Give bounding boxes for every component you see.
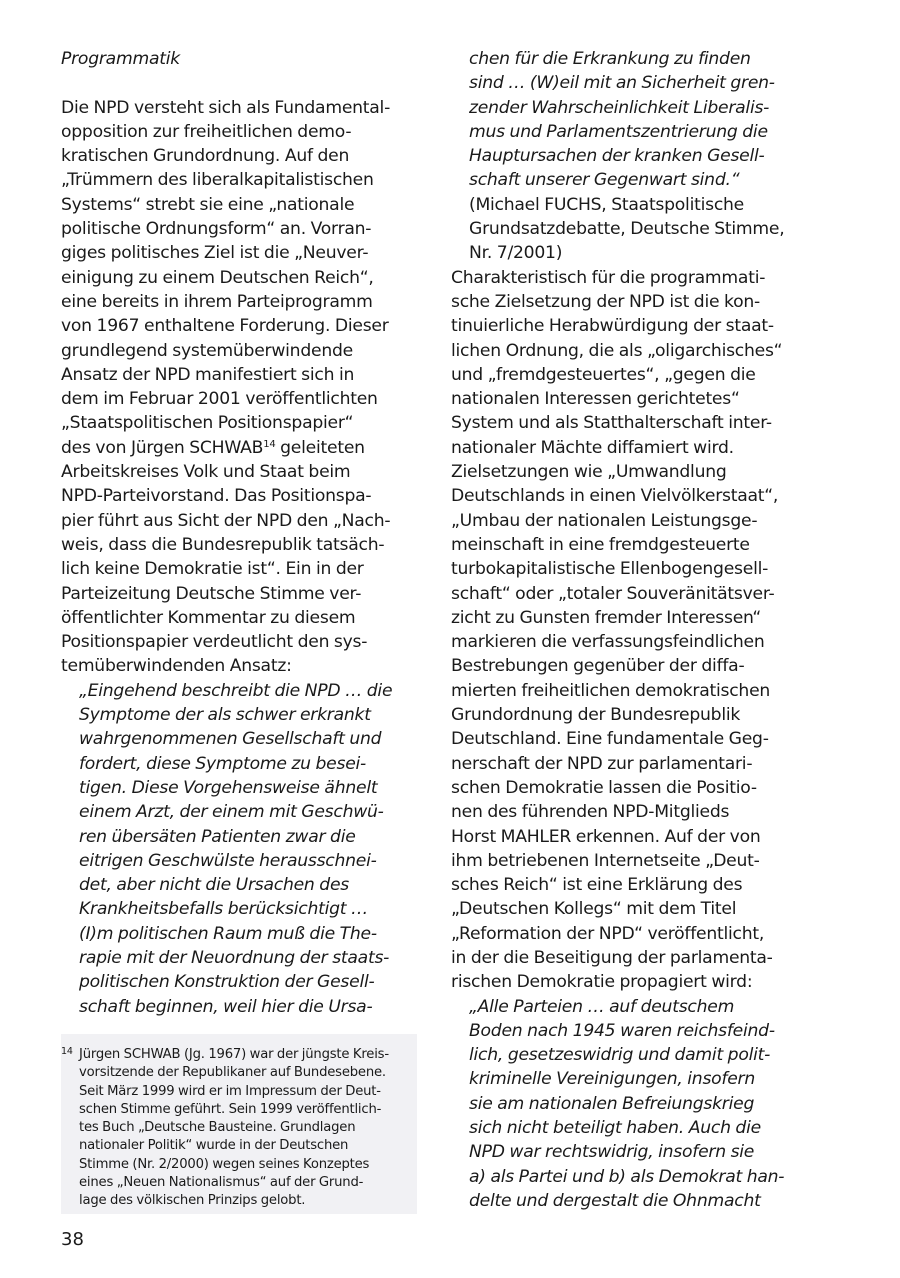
quote-line: chen für die Erkrankung zu finden [469,49,751,69]
text-line: kratischen Grundordnung. Auf den [61,146,350,167]
text-line: dem im Februar 2001 veröffentlichten [61,389,378,410]
text-line: markieren die verfassungsfeindlichen [451,632,765,653]
text-line: Systems“ strebt sie eine „nationale [61,194,355,215]
quote-line: „Eingehend beschreibt die NPD … die [79,680,393,701]
text-line: sche Zielsetzung der NPD ist die kon- [451,291,760,312]
text-line: Grundordnung der Bundesrepublik [451,705,741,726]
footnote-line: vorsitzende der Republikaner auf Bundesebene. [79,1065,386,1081]
quote-line: wahrgenommenen Gesellschaft und [79,729,382,750]
text-line: Die NPD versteht sich als Fundamental- [61,97,391,118]
block-quote-2 [451,995,833,1214]
footnote-reference: 14 [263,438,276,450]
left-column [61,47,421,1019]
citation-line: Nr. 7/2001) [469,243,563,264]
text-line: pier führt aus Sicht der NPD den „Nach- [61,510,391,531]
footnote-line: Seit März 1999 wird er im Impressum der Deut- [79,1083,381,1099]
text-line: einigung zu einem Deutschen Reich“, [61,267,374,288]
page-number: 38 [61,1229,84,1250]
text-line: eine bereits in ihrem Parteiprogramm [61,291,373,312]
quote-line: kriminelle Vereinigungen, insofern [469,1069,756,1090]
text-line: Ansatz der NPD manifestiert sich in [61,364,355,385]
text-line: „Staatspolitischen Positionspapier“ [61,413,354,434]
text-line: nationalen Interessen gerichtetes“ [451,389,740,410]
text-line: grundlegend systemüberwindende [61,340,353,361]
text-line: zicht zu Gunsten fremder Interessen“ [451,607,762,628]
quote-line: NPD war rechtswidrig, insofern sie [469,1142,755,1163]
quote-line: sie am nationalen Befreiungskrieg [469,1093,755,1114]
text-segment: geleiteten [275,437,365,458]
quote-line: det, aber nicht die Ursachen des [79,875,349,896]
text-line: Deutschland. Eine fundamentale Geg- [451,729,769,750]
quote-line: (I)m politischen Raum muß die The- [79,923,377,944]
footnote [61,1046,411,1211]
text-line: Parteizeitung Deutsche Stimme ver- [61,583,362,604]
quote-line: mus und Parlamentszentrierung die [469,121,768,142]
citation-line: (Michael FUCHS, Staatspolitische [469,194,744,215]
text-line: tinuierliche Herabwürdigung der staat- [451,316,774,337]
text-line: sches Reich“ ist eine Erklärung des [451,875,743,896]
right-column [451,47,833,1213]
text-line: weis, dass die Bundesrepublik tatsäch- [61,534,385,555]
footnote-line: nationaler Politik“ wurde in der Deutschen [79,1138,349,1154]
text-line: lich keine Demokratie ist“. Ein in der [61,559,364,580]
text-line: „Deutschen Kollegs“ mit dem Titel [451,899,737,920]
text-line: schen Demokratie lassen die Positio- [451,777,757,798]
footnote-line: tes Buch „Deutsche Bausteine. Grundlagen [79,1120,356,1136]
text-line: Charakteristisch für die programmati- [451,267,766,288]
footnote-line: Jürgen SCHWAB (Jg. 1967) war der jüngste Kreis- [79,1047,389,1062]
text-line: rischen Demokratie propagiert wird: [451,972,753,993]
footnote-line: Stimme (Nr. 2/2000) wegen seines Konzeptes [79,1156,370,1172]
text-line: „Reformation der NPD“ veröffentlicht, [451,923,765,944]
quote-line: schaft beginnen, weil hier die Ursa- [79,996,373,1017]
block-quote-1 [61,679,421,1019]
quote-line: lich, gesetzeswidrig und damit polit- [469,1045,771,1066]
quote-line: „Alle Parteien … auf deutschem [469,996,735,1017]
text-line: NPD-Parteivorstand. Das Positionspa- [61,486,372,507]
text-line: opposition zur freiheitlichen demo- [61,121,352,142]
quote-line: politischen Konstruktion der Gesell- [79,972,375,993]
text-segment: des von Jürgen SCHWAB [61,437,264,458]
text-line: und „fremdgesteuertes“, „gegen die [451,364,756,385]
footnote-line: eines „Neuen Nationalismus“ auf der Grund- [79,1175,364,1191]
quote-line: ren übersäten Patienten zwar die [79,826,356,847]
quote-citation [469,193,833,266]
text-line: lichen Ordnung, die als „oligarchisches“ [451,340,783,361]
text-line: schaft“ oder „totaler Souveränitätsver- [451,583,775,604]
text-line: ihm betriebenen Internetseite „Deut- [451,850,760,871]
footnote-line: schen Stimme geführt. Sein 1999 veröffentlich- [79,1101,382,1117]
quote-line: einem Arzt, der einem mit Geschwü- [79,802,384,823]
footnote-text [61,1046,411,1211]
text-line: giges politisches Ziel ist die „Neuver- [61,243,369,264]
quote-line: sich nicht beteiligt haben. Auch die [469,1118,761,1139]
quote-line: tigen. Diese Vorgehensweise ähnelt [79,777,378,798]
text-line: System und als Statthalterschaft inter- [451,413,772,434]
text-line: Deutschlands in einen Vielvölkerstaat“, [451,486,779,507]
body-paragraph-1 [61,96,421,679]
footnote-line: lage des völkischen Prinzips gelobt. [79,1193,306,1209]
quote-line: fordert, diese Symptome zu besei- [79,753,366,774]
quote-line: a) als Partei und b) als Demokrat han- [469,1166,785,1187]
quote-line: schaft unserer Gegenwart sind.“ [469,170,740,191]
text-line: „Trümmern des liberalkapitalistischen [61,170,374,191]
quote-line: eitrigen Geschwülste herausschnei- [79,850,377,871]
text-line: meinschaft in eine fremdgesteuerte [451,534,750,555]
text-line: turbokapitalistische Ellenbogengesell- [451,559,769,580]
text-line: „Umbau der nationalen Leistungsge- [451,510,758,531]
block-quote-continuation [451,47,833,266]
text-line: nen des führenden NPD-Mitglieds [451,802,730,823]
text-line-with-footnote-ref [61,436,421,460]
quote-line: Krankheitsbefalls berücksichtigt … [79,899,368,920]
footnote-marker: 14 [61,1046,73,1057]
quote-line: sind … (W)eil mit an Sicherheit gren- [469,73,775,94]
section-heading: Programmatik [61,49,180,69]
text-line: politische Ordnungsform“ an. Vorran- [61,219,372,240]
quote-line: Symptome der als schwer erkrankt [79,705,371,726]
citation-line: Grundsatzdebatte, Deutsche Stimme, [469,219,785,240]
text-line: von 1967 enthaltene Forderung. Dieser [61,316,389,337]
text-line: öffentlichter Kommentar zu diesem [61,607,356,628]
quote-line: Hauptursachen der kranken Gesell- [469,146,765,167]
text-line: Horst MAHLER erkennen. Auf der von [451,826,761,847]
text-line: nationaler Mächte diffamiert wird. [451,437,734,458]
text-line: in der die Beseitigung der parlamenta- [451,947,773,968]
quote-line: zender Wahrscheinlichkeit Liberalis- [469,97,770,118]
text-line: Zielsetzungen wie „Umwandlung [451,462,727,483]
body-paragraph-2 [451,266,833,995]
quote-line: rapie mit der Neuordnung der staats- [79,947,390,968]
text-line: Positionspapier verdeutlicht den sys- [61,632,368,653]
quote-continuation [469,47,833,193]
text-line: mierten freiheitlichen demokratischen [451,680,771,701]
text-line: temüberwindenden Ansatz: [61,656,292,677]
text-line: Bestrebungen gegenüber der diffa- [451,656,745,677]
text-line: nerschaft der NPD zur parlamentari- [451,753,753,774]
text-line: Arbeitskreises Volk und Staat beim [61,462,351,483]
quote-line: delte und dergestalt die Ohnmacht [469,1190,761,1211]
quote-line: Boden nach 1945 waren reichsfeind- [469,1020,775,1041]
